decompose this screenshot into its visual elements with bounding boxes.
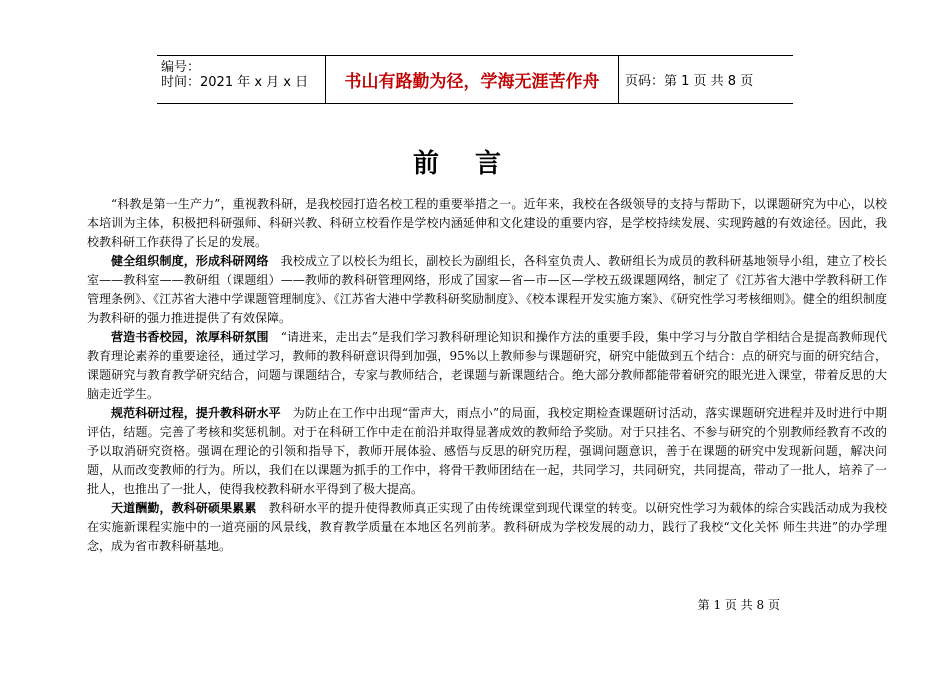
paragraph-text: 我校成立了以校长为组长，副校长为副组长，各科室负责人、教研组长为成员的教科研基地领导小组，建立了校长室——教科室——教研组（课题组）——教师的教科研管理网络，形成了国家—省—市—区—学校五级课题网络，制定了《江苏省大港中学教科研工作管理条例》、《江苏省大港中学课题管理制度》、《江苏省大港中学教科研奖励制度》、《校本课程开发实施方案》、《研究性学习考核细则》。健全的组织制度为教科研的强力推进提供了有效保障。 [87, 254, 887, 325]
page-header [157, 55, 793, 104]
paragraph-results [87, 499, 887, 556]
paragraph-lead: 天道酬勤，教科研硕果累累 [111, 501, 257, 515]
paragraph-atmosphere [87, 328, 887, 404]
document-title: 前言 [412, 149, 537, 179]
paragraph-lead: 健全组织制度，形成科研网络 [111, 254, 269, 268]
paragraph-text: “科教是第一生产力”，重视教科研，是我校园打造名校工程的重要举措之一。近年来，我校在各级领导的支持与帮助下，以课题研究为中心，以校本培训为主体，积极把科研强师、科研兴教、科研立校看作是学校内涵延伸和文化建设的重要内容，是学校持续发展、实现跨越的有效途径。因此，我校教科研工作获得了长足的发展。 [87, 197, 887, 249]
paragraph-intro [87, 195, 887, 252]
paragraph-lead: 规范科研过程，提升教科研水平 [111, 406, 281, 420]
paragraph-lead: 营造书香校园，浓厚科研氛围 [111, 330, 269, 344]
document-body [87, 195, 887, 556]
paragraph-organization [87, 252, 887, 328]
paragraph-text: 教科研水平的提升使得教师真正实现了由传统课堂到现代课堂的转变。以研究性学习为载体的综合实践活动成为我校在实施新课程实施中的一道亮丽的风景线，教育教学质量在本地区名列前茅。教科研成为学校发展的动力，践行了我校“文化关怀 师生共进”的办学理念，成为省市教科研基地。 [87, 501, 887, 553]
header-page-code: 页码：第 1 页 共 8 页 [625, 74, 754, 89]
paragraph-process [87, 404, 887, 499]
date-label: 时间：2021 年 x 月 x 日 [161, 75, 309, 90]
paragraph-text: “请进来，走出去”是我们学习教科研理论知识和操作方法的重要手段，集中学习与分散自学相结合是提高教师现代教育理论素养的重要途径，通过学习，教师的教科研意识得到加强，95%以上教师参与课题研究，研究中能做到五个结合：点的研究与面的研究结合，课题研究与教育教学研究结合，问题与课题结合，专家与教师结合，老课题与新课题结合。绝大部分教师都能带着研究的眼光进入课堂，带着反思的大脑走近学生。 [87, 330, 887, 401]
document-number-label: 编号： [161, 60, 201, 75]
header-motto: 书山有路勤为径，学海无涯苦作舟 [325, 56, 619, 103]
paragraph-text: 为防止在工作中出现“雷声大，雨点小”的局面，我校定期检查课题研讨活动，落实课题研究进程并及时进行中期评估，结题。完善了考核和奖惩机制。对于在科研工作中走在前沿并取得显著成效的教师给予奖励。对于只挂名、不参与研究的个别教师经教育不改的予以取消研究资格。强调在理论的引领和指导下，教师开展体验、感悟与反思的研究历程，强调问题意识，善于在课题的研究中发现新问题，解决问题，从而改变教师的行为。所以，我们在以课题为抓手的工作中，将骨干教师团结在一起，共同学习，共同研究，共同提高，带动了一批人，培养了一批人，也推出了一批人，使得我校教科研水平得到了极大提高。 [87, 406, 887, 496]
header-meta [157, 56, 325, 103]
page-footer: 第 1 页 共 8 页 [697, 598, 780, 612]
